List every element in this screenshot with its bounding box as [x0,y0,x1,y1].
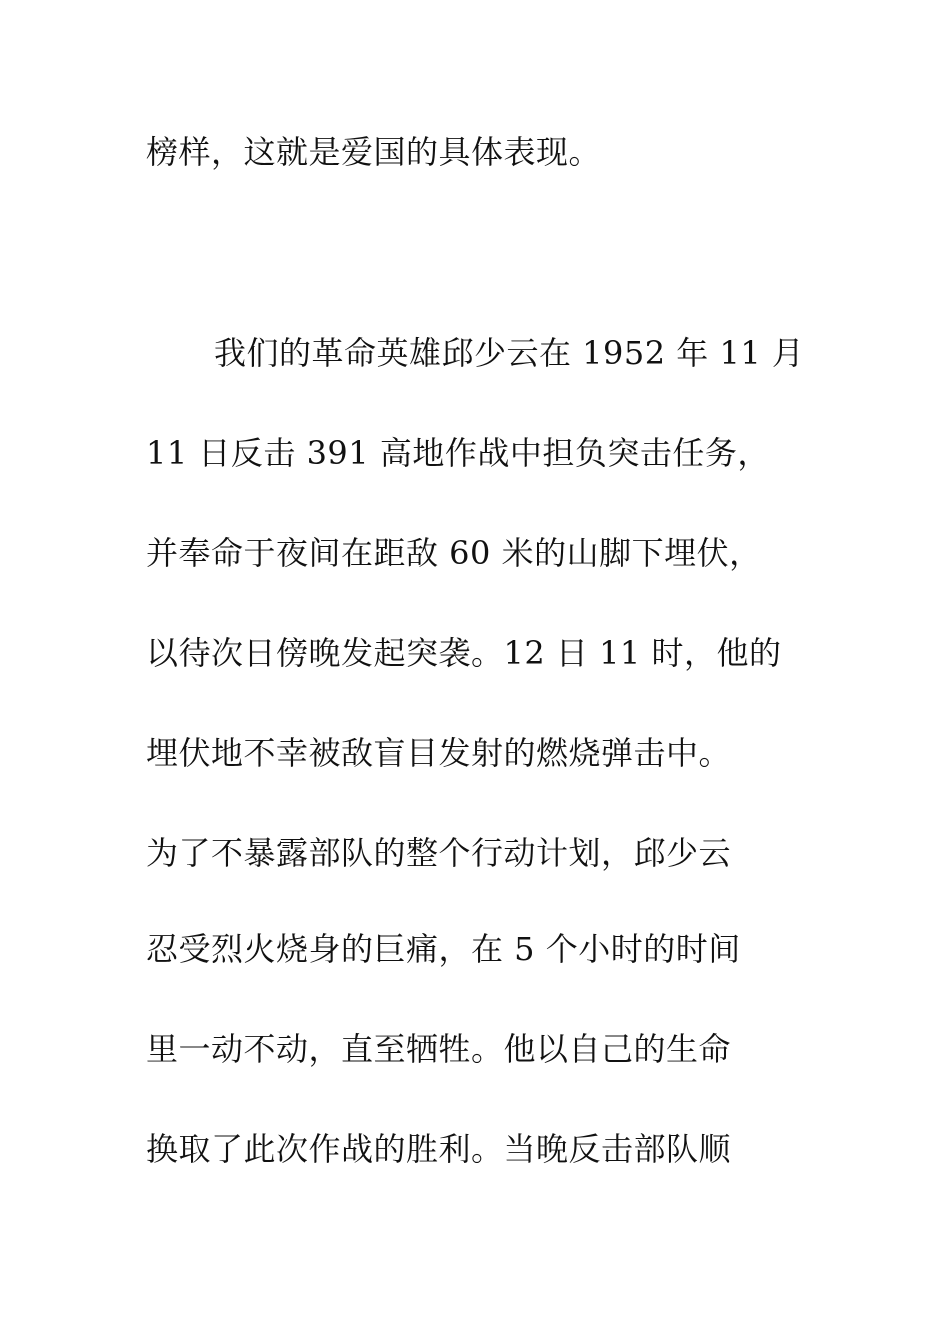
text-line: 里一动不动，直至牺牲。他以自己的生命 [146,1030,732,1068]
paragraph-first-line: 我们的革命英雄邱少云在 1952 年 11 月 [214,334,805,372]
text-line: 换取了此次作战的胜利。当晚反击部队顺 [146,1130,732,1168]
text-line: 忍受烈火烧身的巨痛，在 5 个小时的时间 [146,930,741,968]
text-line: 并奉命于夜间在距敌 60 米的山脚下埋伏， [146,534,762,572]
text-line: 以待次日傍晚发起突袭。12 日 11 时，他的 [146,634,782,672]
text-line: 榜样，这就是爱国的具体表现。 [146,133,602,171]
text-line: 埋伏地不幸被敌盲目发射的燃烧弹击中。 [146,734,732,772]
text-line: 11 日反击 391 高地作战中担负突击任务， [146,434,770,472]
text-line: 为了不暴露部队的整个行动计划，邱少云 [146,834,732,872]
